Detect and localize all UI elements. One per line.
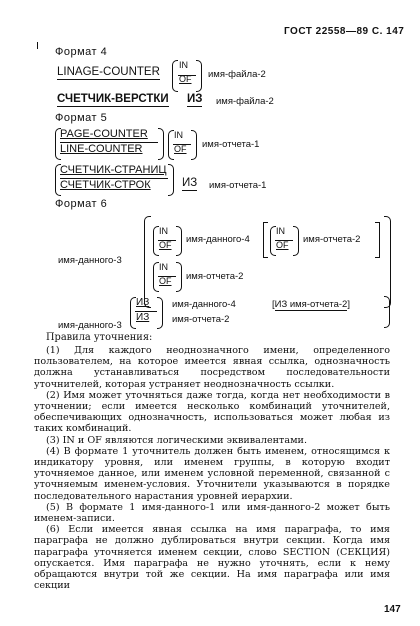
format6-ru-iz2: ИЗ	[136, 312, 150, 323]
format5-title: Формат 5	[55, 112, 108, 124]
format5-brace2-right	[191, 130, 197, 160]
format6-ru-name3: имя-данного-3	[58, 320, 122, 331]
format6-a1-divider	[158, 240, 176, 241]
rule-4: (4) В формате 1 уточнитель должен быть именем, относящимся к индикатору уровня, или именем группы, в которую входит уточняемое данное, или именем условной переменной, связанной с уточняемым именем-условия. Уточнители указываются в порядке последовательного нарастания уровней иерархии.	[34, 445, 390, 502]
format5-iz: ИЗ	[182, 177, 198, 189]
format5-param2: имя-отчета-1	[209, 180, 267, 191]
format6-name3: имя-данного-3	[58, 255, 122, 266]
running-header: ГОСТ 22558—89 С. 147	[284, 26, 405, 37]
format6-a1-brace-right	[176, 226, 182, 256]
format6-ru-report2: имя-отчета-2	[172, 314, 230, 325]
rule-1: (1) Для каждого неоднозначного имени, определенного пользователем, на которое имеется явная ссылка, однозначность должна устанавливаться посредством последовательности уточнителей, которая устраняет неоднозначность ссылки.	[34, 345, 390, 390]
format5-schetchik-strok: СЧЕТЧИК-СТРОК	[60, 179, 151, 191]
rules-body	[34, 345, 390, 591]
format6-a2-in-of	[159, 262, 172, 286]
format6-a1-name4: имя-данного-4	[186, 234, 250, 245]
format4-param1: имя-файла-2	[208, 69, 266, 80]
rules-heading: Правила уточнения:	[46, 332, 153, 343]
page-number: 147	[384, 604, 401, 615]
format4-iz: ИЗ	[187, 93, 203, 105]
format5-brace1-right	[158, 128, 164, 160]
format6-a1-of: OF	[159, 240, 172, 250]
format5-page-counter: PAGE-COUNTER	[60, 128, 148, 140]
format5-in-of-choice	[174, 130, 187, 154]
format6-ru-brace-right	[157, 297, 163, 329]
format4-choice-divider	[178, 75, 196, 76]
format6-a2-report2: имя-отчета-2	[186, 271, 244, 282]
format6-a1-opt-left	[263, 222, 268, 258]
format6-a1-divider2	[275, 240, 293, 241]
format6-ru-opt-iz-text: ИЗ имя-отчета-2	[274, 299, 348, 310]
format6-a1-in2: IN	[276, 226, 285, 236]
format5-line-counter: LINE-COUNTER	[60, 143, 143, 155]
format4-linage-counter: LINAGE-COUNTER	[57, 66, 160, 78]
format4-in-of-choice	[179, 60, 192, 84]
format5-choice1-divider	[60, 142, 158, 143]
format5-brace3-right	[168, 164, 174, 196]
format6-a1-of2: OF	[276, 240, 289, 250]
format4-title: Формат 4	[55, 46, 108, 58]
format5-of: OF	[174, 144, 187, 154]
rule-6: (6) Если имеется явная ссылка на имя параграфа, то имя параграфа не должно дублироваться внутри секции. Когда имя параграфа уточняется именем секции, слово SECTION (СЕКЦИЯ) опускается. Имя параграфа не нужно уточнять, если к нему обращаются внутри той же секции. На имя параграфа или имя секции	[34, 524, 390, 592]
format4-brace-right	[196, 60, 202, 92]
format6-a2-in: IN	[159, 262, 168, 272]
format4-in: IN	[179, 60, 188, 70]
format6-a1-brace2-right	[293, 226, 299, 256]
format6-a1-in-of	[159, 226, 172, 250]
rule-2: (2) Имя может уточняться даже тогда, когда нет необходимости в уточнении; если имеется несколько комбинаций уточнителей, обеспечивающих однозначность, использоваться может любая из таких комбинаций.	[34, 389, 390, 435]
format5-param1: имя-отчета-1	[202, 139, 260, 150]
format6-ru-opt-iz-report2: [ИЗ имя-отчета-2]	[272, 299, 350, 310]
format4-brace-left	[172, 60, 178, 92]
format4-of: OF	[179, 74, 192, 84]
format6-ru-name4: имя-данного-4	[172, 299, 236, 310]
format4-param2: имя-файла-2	[216, 96, 274, 107]
format6-ru-iz1: ИЗ	[136, 297, 150, 308]
format6-a2-divider	[158, 276, 176, 277]
margin-mark	[37, 42, 38, 49]
format6-a2-brace-right	[176, 262, 182, 292]
format4-schetchik-verstki: СЧЕТЧИК-ВЕРСТКИ	[57, 93, 169, 105]
format6-outer-brace-left	[144, 216, 151, 308]
format6-a1-opt-right	[375, 222, 380, 258]
format6-a1-in: IN	[159, 226, 168, 236]
format6-a1-in-of-2	[276, 226, 289, 250]
rule-5: (5) В формате 1 имя-данного-1 или имя-данного-2 может быть именем-записи.	[34, 501, 390, 525]
format5-choice3-divider	[60, 178, 168, 179]
format6-outer-brace-right	[384, 216, 391, 308]
format6-a2-of: OF	[159, 276, 172, 286]
format6-a1-report2: имя-отчета-2	[303, 234, 361, 245]
format5-schetchik-stranic: СЧЕТЧИК-СТРАНИЦ	[60, 164, 167, 176]
rule-3: (3) IN и OF являются логическими эквивалентами.	[46, 434, 307, 446]
format5-in: IN	[174, 130, 183, 140]
format5-choice2-divider	[173, 144, 191, 145]
format6-title: Формат 6	[55, 198, 108, 210]
format6-ru-divider	[135, 311, 157, 312]
format6-ru-outer-brace-right	[384, 296, 390, 328]
